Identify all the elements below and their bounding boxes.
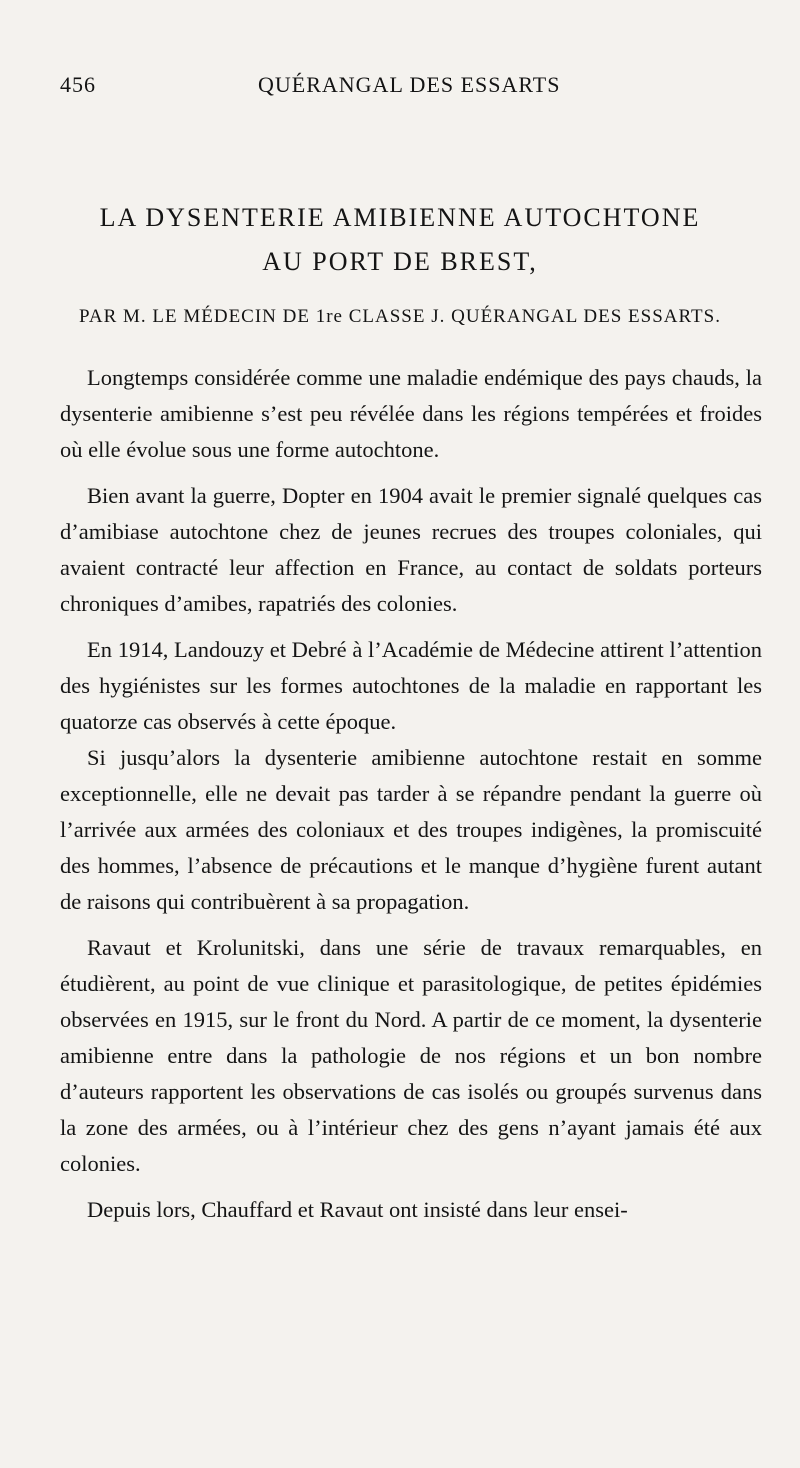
article-title [60, 196, 740, 284]
paragraph: Longtemps considérée comme une maladie endémique des pays chauds, la dysenterie amibienne s’est peu révélée dans les régions tempérées et froides où elle évolue sous une forme autochtone. [60, 365, 762, 462]
article-byline: PAR M. LE MÉDECIN DE 1re CLASSE J. QUÉRANGAL DES ESSARTS. [79, 306, 721, 327]
running-head [60, 72, 740, 104]
article-body [60, 360, 762, 1238]
article-title-line-1: LA DYSENTERIE AMIBIENNE AUTOCHTONE [99, 203, 701, 232]
paragraph: Depuis lors, Chauffard et Ravaut ont insisté dans leur ensei- [87, 1197, 628, 1222]
paragraph: Bien avant la guerre, Dopter en 1904 avait le premier signalé quelques cas d’amibiase autochtone chez de jeunes recrues des troupes coloniales, qui avaient contracté leur affection en France, au contact de soldats porteurs chroniques d’amibes, rapatriés des colonies. [60, 483, 762, 616]
running-head-author: QUÉRANGAL DES ESSARTS [258, 72, 561, 97]
page-number: 456 [60, 72, 96, 97]
paragraph: En 1914, Landouzy et Debré à l’Académie de Médecine attirent l’attention des hygiénistes sur les formes autochtones de la maladie en rapportant les quatorze cas observés à cette époque. [60, 637, 762, 734]
article-title-line-2: AU PORT DE BREST, [262, 247, 538, 276]
paragraph: Ravaut et Krolunitski, dans une série de travaux remarquables, en étudièrent, au point de vue clinique et parasitologique, de petites épidémies observées en 1915, sur le front du Nord. A partir de ce moment, la dysenterie amibienne entre dans la pathologie de nos régions et un bon nombre d’auteurs rapportent les observations de cas isolés ou groupés survenus dans la zone des armées, ou à l’intérieur chez des gens n’ayant jamais été aux colonies. [60, 935, 762, 1176]
paragraph: Si jusqu’alors la dysenterie amibienne autochtone restait en somme exceptionnelle, elle ne devait pas tarder à se répandre pendant la guerre où l’arrivée aux armées des coloniaux et des troupes indigènes, la promiscuité des hommes, l’absence de précautions et le manque d’hygiène furent autant de raisons qui contribuèrent à sa propagation. [60, 745, 762, 914]
